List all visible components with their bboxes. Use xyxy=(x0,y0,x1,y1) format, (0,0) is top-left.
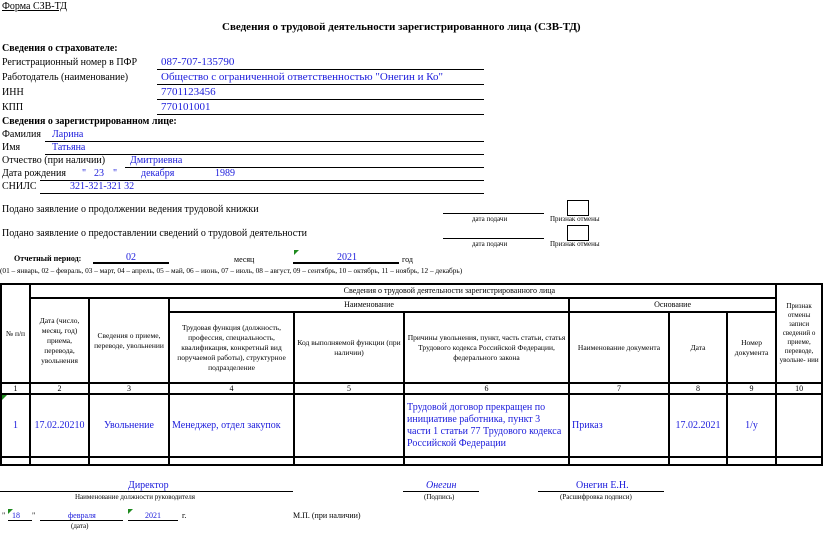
table-row xyxy=(1,394,822,457)
name-underline xyxy=(45,154,484,155)
col-number: 1 xyxy=(1,383,30,394)
name-label: Имя xyxy=(2,142,21,153)
empty-cell[interactable] xyxy=(404,457,569,465)
surname-field[interactable]: Ларина xyxy=(52,129,84,140)
kpp-field[interactable]: 770101001 xyxy=(161,101,211,113)
cell-num[interactable] xyxy=(1,394,30,457)
empty-cell[interactable] xyxy=(776,457,822,465)
stamp-label: М.П. (при наличии) xyxy=(293,511,361,520)
table-row-empty xyxy=(1,457,822,465)
sign-day-underline xyxy=(8,520,32,521)
person-heading: Сведения о зарегистрированном лице: xyxy=(2,116,177,127)
signature-field[interactable]: Онегин xyxy=(426,480,457,491)
kpp-label: КПП xyxy=(2,102,24,113)
empty-cell[interactable] xyxy=(669,457,727,465)
provide-date-label: дата подачи xyxy=(472,240,508,248)
birth-day-field[interactable]: 23 xyxy=(94,168,104,179)
sign-year-underline xyxy=(128,520,178,521)
cell-function[interactable]: Менеджер, отдел закупок xyxy=(169,394,294,457)
sign-year-field[interactable]: 2021 xyxy=(145,511,161,520)
decode-underline xyxy=(538,491,664,492)
employment-table xyxy=(0,283,823,466)
table-super-header: Сведения о трудовой деятельности зарегистрированного лица xyxy=(30,284,776,298)
period-year-field[interactable]: 2021 xyxy=(337,252,357,263)
col-number: 6 xyxy=(404,383,569,394)
sign-month-field[interactable]: февраля xyxy=(68,511,96,520)
empty-cell[interactable] xyxy=(30,457,89,465)
page-title: Сведения о трудовой деятельности зарегистрированного лица (СЗВ-ТД) xyxy=(222,21,581,33)
patronymic-label: Отчество (при наличии) xyxy=(2,155,106,166)
cell-cancel[interactable] xyxy=(776,394,822,457)
sign-day-field[interactable]: 18 xyxy=(12,511,20,520)
patronymic-field[interactable]: Дмитриевна xyxy=(130,155,183,166)
birth-year-field[interactable]: 1989 xyxy=(215,168,235,179)
period-year-label: год xyxy=(402,255,413,264)
reg-number-label: Регистрационный номер в ПФР xyxy=(2,57,137,68)
reg-number-field[interactable]: 087-707-135790 xyxy=(161,56,235,68)
inn-label: ИНН xyxy=(2,87,24,98)
sign-month-underline xyxy=(40,520,123,521)
col-number: 9 xyxy=(727,383,776,394)
empty-cell[interactable] xyxy=(569,457,669,465)
birth-label: Дата рождения xyxy=(2,168,66,179)
cell-event[interactable]: Увольнение xyxy=(89,394,169,457)
cell-code[interactable] xyxy=(294,394,404,457)
col-header-event: Сведения о приеме, переводе, увольнении xyxy=(89,298,169,383)
continue-cancel-checkbox[interactable] xyxy=(567,200,589,216)
period-month-field[interactable]: 02 xyxy=(126,252,136,263)
snils-field[interactable]: 321-321-321 32 xyxy=(70,181,135,192)
period-month-label: месяц xyxy=(234,255,255,264)
group-header-basis: Основание xyxy=(569,298,776,312)
cell-doc-name[interactable]: Приказ xyxy=(569,394,669,457)
insurer-heading: Сведения о страхователе: xyxy=(2,43,118,54)
col-header-doc-date: Дата xyxy=(669,312,727,383)
period-legend: (01 – январь, 02 – февраль, 03 – март, 04 – апрель, 05 – май, 06 – июнь, 07 – июль, 08 – август, 09 – сентябрь, 10 – октябрь, 11 – ноябрь, 12 – декабрь) xyxy=(0,266,463,275)
col-header-doc-name: Наименование документа xyxy=(569,312,669,383)
continue-cancel-label: Признак отмены xyxy=(550,215,600,223)
birth-quote-open: " xyxy=(82,168,87,179)
col-number: 10 xyxy=(776,383,822,394)
inn-field[interactable]: 7701123456 xyxy=(161,86,216,98)
position-underline xyxy=(0,491,293,492)
col-number: 2 xyxy=(30,383,89,394)
inn-underline xyxy=(157,99,484,100)
col-number: 8 xyxy=(669,383,727,394)
comment-marker-icon xyxy=(2,395,7,400)
continue-date-label: дата подачи xyxy=(472,215,508,223)
patronymic-underline xyxy=(125,167,484,168)
col-number: 5 xyxy=(294,383,404,394)
col-number: 7 xyxy=(569,383,669,394)
comment-marker-icon xyxy=(128,509,133,514)
name-field[interactable]: Татьяна xyxy=(52,142,86,153)
employer-label: Работодатель (наименование) xyxy=(2,72,129,83)
col-header-num: № п/п xyxy=(1,284,30,383)
sign-date-label: (дата) xyxy=(71,522,89,530)
provide-info-statement: Подано заявление о предоставлении сведений о трудовой деятельности xyxy=(2,228,307,239)
empty-cell[interactable] xyxy=(727,457,776,465)
birth-quote-close: " xyxy=(113,168,118,179)
empty-cell[interactable] xyxy=(294,457,404,465)
empty-cell[interactable] xyxy=(169,457,294,465)
period-label: Отчетный период: xyxy=(14,254,82,263)
col-header-date: Дата (число, месяц, год) приема, перевода, увольнения xyxy=(30,298,89,383)
empty-cell[interactable] xyxy=(89,457,169,465)
snils-underline xyxy=(40,193,484,194)
decode-field[interactable]: Онегин Е.Н. xyxy=(576,480,629,491)
date-quote-close: " xyxy=(32,511,36,520)
employer-underline xyxy=(157,84,484,85)
reg-number-underline xyxy=(157,69,484,70)
col-number: 4 xyxy=(169,383,294,394)
kpp-underline xyxy=(157,114,484,115)
continue-book-statement: Подано заявление о продолжении ведения трудовой книжки xyxy=(2,204,259,215)
provide-date-line[interactable] xyxy=(443,238,544,239)
cell-date[interactable]: 17.02.20210 xyxy=(30,394,89,457)
employer-field[interactable]: Общество с ограниченной ответственностью "Онегин и Ко" xyxy=(161,71,444,83)
date-quote-open: " xyxy=(2,511,6,520)
col-number: 3 xyxy=(89,383,169,394)
col-header-cancel: Признак отмены записи сведений о приеме, переводе, увольне- нии xyxy=(776,284,822,383)
empty-cell[interactable] xyxy=(1,457,30,465)
comment-marker-icon xyxy=(294,250,299,255)
cell-doc-date[interactable]: 17.02.2021 xyxy=(669,394,727,457)
position-field[interactable]: Директор xyxy=(128,480,169,491)
cell-doc-number[interactable]: 1/у xyxy=(727,394,776,457)
continue-date-line[interactable] xyxy=(443,213,544,214)
col-header-reason: Причины увольнения, пункт, часть статьи, статья Трудового кодекса Российской Федерации, федерального закона xyxy=(404,312,569,383)
birth-month-field[interactable]: декабря xyxy=(141,168,175,179)
position-label: Наименование должности руководителя xyxy=(75,493,195,501)
form-label: Форма СЗВ-ТД xyxy=(2,1,67,12)
col-header-function: Трудовая функция (должность, профессия, специальность, квалификация, конкретный вид поручаемой работы), структурное подразделение xyxy=(169,312,294,383)
surname-label: Фамилия xyxy=(2,129,41,140)
signature-underline xyxy=(403,491,479,492)
col-header-doc-number: Номер документа xyxy=(727,312,776,383)
provide-cancel-label: Признак отмены xyxy=(550,240,600,248)
group-header-name: Наименование xyxy=(169,298,569,312)
period-year-underline xyxy=(293,262,399,264)
col-header-code: Код выполняемой функции (при наличии) xyxy=(294,312,404,383)
period-month-underline xyxy=(93,262,169,264)
snils-label: СНИЛС xyxy=(2,181,37,192)
signature-label: (Подпись) xyxy=(424,493,455,501)
cell-num-value: 1 xyxy=(13,419,18,431)
decode-label: (Расшифровка подписи) xyxy=(560,493,632,501)
sign-year-suffix: г. xyxy=(182,511,187,520)
surname-underline xyxy=(45,141,484,142)
provide-cancel-checkbox[interactable] xyxy=(567,225,589,241)
cell-reason[interactable]: Трудовой договор прекращен по инициативе работника, пункт 3 части 1 статьи 77 Трудового кодекса Российской Федерации xyxy=(404,394,569,457)
